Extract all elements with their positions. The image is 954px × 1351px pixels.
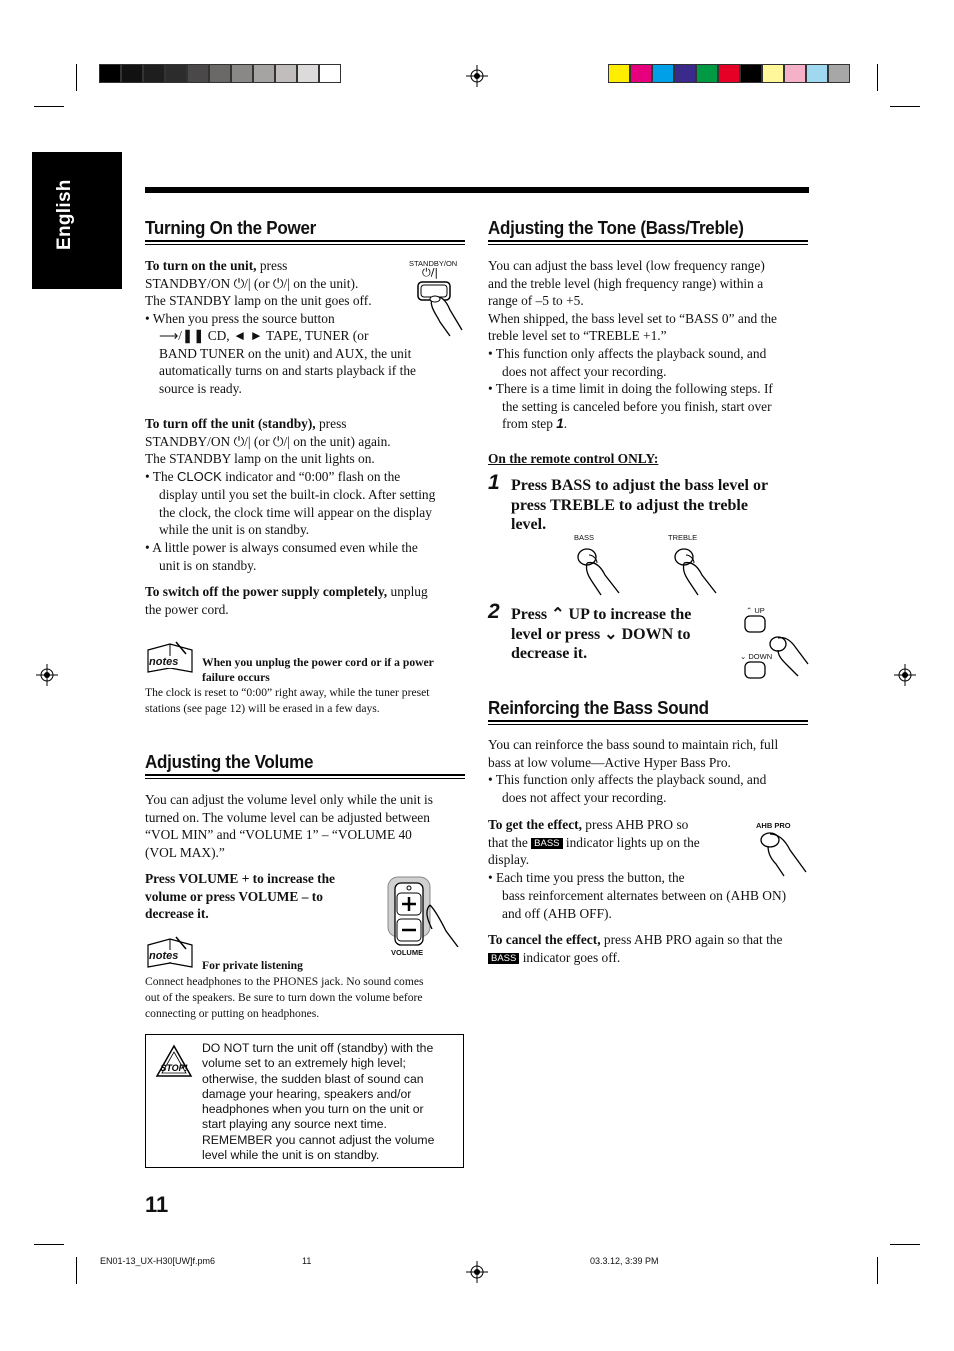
standby-label: STANDBY/ON (409, 259, 458, 268)
note-power-body (145, 685, 467, 717)
text: level or press ⌄ DOWN to (511, 625, 691, 643)
text: press AHB PRO again so that the (600, 932, 783, 947)
text: STANDBY/ON ⏻/| (or ⏻/| on the unit) again. (145, 433, 391, 449)
color-swatch (652, 64, 674, 83)
text: press TREBLE to adjust the treble (511, 496, 748, 514)
text: • Each time you press the button, the (488, 869, 685, 885)
gray-swatch (121, 64, 143, 83)
power-on-lead: To turn on the unit, (145, 258, 257, 273)
text: source is ready. (159, 380, 242, 396)
note-power-title (202, 655, 467, 685)
text: “VOL MIN” and “VOLUME 1” – “VOLUME 40 (145, 827, 412, 843)
footer-page: 11 (302, 1256, 312, 1266)
power-off-bullets (159, 486, 465, 539)
text: out of the speakers. Be sure to turn down the volume before (145, 991, 423, 1004)
text: volume set to an extremely high level; (202, 1056, 406, 1071)
text: The clock is reset to “0:00” right away, while the tuner preset (145, 686, 430, 699)
text: BAND TUNER on the unit) and AUX, the unit (159, 345, 412, 361)
svg-text:⏻/|: ⏻/| (422, 266, 439, 279)
text: You can adjust the bass level (low frequency range) (488, 258, 765, 273)
ahb-pro-button-press-icon (758, 830, 810, 878)
note-volume-body (145, 974, 467, 1022)
text: does not affect your recording. (502, 789, 667, 805)
color-swatch (762, 64, 784, 83)
text: UP (754, 606, 765, 615)
text: headphones when you turn on the unit or (202, 1102, 424, 1117)
text: unplug (387, 584, 428, 599)
text: . (563, 416, 568, 432)
crop-mark (76, 1257, 77, 1284)
step-number: 1 (488, 471, 500, 494)
top-rule (145, 187, 809, 193)
bass-label: BASS (574, 533, 595, 542)
text: REMEMBER you cannot adjust the volume (202, 1132, 435, 1147)
remote-only-label: On the remote control ONLY: (488, 451, 659, 466)
crop-mark (34, 1244, 64, 1245)
stop-warning-icon (154, 1043, 194, 1079)
power-off-lead: To turn off the unit (standby), (145, 416, 316, 431)
text: the power cord. (145, 601, 229, 617)
text: level while the unit is on standby. (202, 1148, 380, 1163)
text: Press BASS to adjust the bass level or (511, 477, 769, 494)
text: bass at low volume—Active Hyper Bass Pro. (488, 754, 731, 770)
section-title-volume: Adjusting the Volume (145, 751, 314, 772)
notes-label: notes (149, 656, 179, 668)
text: indicator goes off. (519, 949, 621, 965)
color-swatch (696, 64, 718, 83)
text: connecting or putting on headphones. (145, 1007, 320, 1020)
power-on-bullet (159, 327, 459, 397)
text: display until you set the built-in clock. After setting (159, 487, 436, 502)
gray-swatch (275, 64, 297, 83)
up-label: ⌃ UP (746, 606, 765, 615)
text: and off (AHB OFF). (502, 905, 612, 921)
registration-mark-icon (466, 1261, 488, 1283)
section-rule (488, 720, 808, 725)
text: range of –5 to +5. (488, 293, 584, 309)
gray-swatch (319, 64, 341, 83)
gray-swatch (187, 64, 209, 83)
text: When shipped, the bass level set to “BASS 0” and the (488, 310, 777, 326)
crop-mark (76, 64, 77, 91)
tone-paragraph (488, 257, 810, 433)
crop-mark (877, 1257, 878, 1284)
warning-text (202, 1041, 458, 1163)
text: decrease it. (145, 906, 209, 922)
text: ⟶/❚❚ CD, ◄ ► TAPE, TUNER (or (159, 328, 369, 343)
text: The STANDBY lamp on the unit goes off. (145, 293, 372, 309)
up-down-button-press-icon (742, 614, 810, 682)
gray-swatch (143, 64, 165, 83)
color-swatch (674, 64, 696, 83)
text: display. (488, 852, 530, 868)
get-effect-lead: To get the effect, (488, 817, 582, 832)
text: turned on. The volume level can be adjusted between (145, 809, 430, 825)
power-off-paragraph (145, 415, 465, 485)
text: indicator and “0:00” flash on the (221, 468, 401, 484)
warning-box (145, 1034, 464, 1168)
gray-swatch (253, 64, 275, 83)
power-supply-paragraph (145, 583, 465, 618)
gray-swatch (297, 64, 319, 83)
text: the setting is canceled before you finish, start over (502, 398, 772, 414)
text: Press ⌃ UP to increase the (511, 606, 692, 623)
text: automatically turns on and starts playback if the (159, 363, 416, 379)
grayscale-calibration-bar (99, 64, 341, 83)
crop-mark (890, 1244, 920, 1245)
notes-label: notes (149, 950, 179, 962)
text: press (256, 258, 288, 273)
language-tab (32, 152, 122, 289)
text: • A little power is always consumed even while the (145, 540, 418, 555)
text: indicator lights up on the (562, 834, 700, 850)
gray-swatch (209, 64, 231, 83)
text: When you unplug the power cord or if a power (202, 656, 434, 669)
step-ref: 1 (556, 416, 564, 432)
power-on-paragraph (145, 257, 415, 327)
crop-mark (890, 106, 920, 107)
text: • This function only affects the playback sound, and (488, 772, 767, 788)
treble-button-press-icon (672, 545, 722, 597)
section-rule (145, 240, 465, 245)
standby-consumption-bullet (145, 539, 465, 574)
color-swatch (630, 64, 652, 83)
section-title-tone: Adjusting the Tone (Bass/Treble) (488, 217, 744, 238)
bass-sound-paragraph (488, 736, 810, 806)
down-label: ⌄ DOWN (740, 652, 773, 661)
bass-button-press-icon (575, 545, 625, 597)
volume-control-icon (386, 875, 468, 947)
text: You can adjust the volume level only while the unit is (145, 792, 433, 807)
text: Connect headphones to the PHONES jack. No sound comes (145, 975, 424, 988)
footer-date: 03.3.12, 3:39 PM (590, 1256, 659, 1266)
text: while the unit is on standby. (159, 522, 310, 538)
text: You can reinforce the bass sound to maintain rich, full (488, 737, 779, 752)
text: from step (502, 416, 557, 432)
section-rule (145, 774, 465, 779)
text: damage your hearing, speakers and/or (202, 1086, 412, 1101)
text: decrease it. (511, 645, 588, 662)
page-number: 11 (145, 1192, 169, 1217)
gray-swatch (165, 64, 187, 83)
text: stations (see page 12) will be erased in a few days. (145, 702, 380, 715)
text: • This function only affects the playback sound, and (488, 345, 767, 361)
section-title-power: Turning On the Power (145, 217, 316, 238)
text: level. (511, 516, 547, 533)
text: DOWN (748, 652, 773, 661)
color-swatch (608, 64, 630, 83)
text: • There is a time limit in doing the following steps. If (488, 381, 773, 397)
text: DO NOT turn the unit off (standby) with the (202, 1041, 434, 1055)
text: otherwise, the sudden blast of sound can (202, 1071, 424, 1086)
text: • The (145, 468, 177, 484)
text: the clock, the clock time will appear on the display (159, 504, 432, 520)
text: treble level set to “TREBLE +1.” (488, 328, 667, 344)
registration-mark-icon (36, 664, 58, 686)
power-supply-lead: To switch off the power supply completely, (145, 584, 388, 599)
ahb-bullet (502, 887, 812, 922)
treble-label: TREBLE (668, 533, 698, 542)
text: (VOL MAX).” (145, 844, 225, 860)
text: and the treble level (high frequency range) within a (488, 275, 764, 291)
color-swatch (828, 64, 850, 83)
clock-indicator: CLOCK (176, 468, 222, 484)
volume-label: VOLUME (391, 948, 424, 957)
language-tab-label: English (54, 179, 75, 250)
get-effect-paragraph (488, 816, 738, 886)
text: The STANDBY lamp on the unit lights on. (145, 451, 375, 467)
section-rule (488, 240, 808, 245)
stop-label: STOP! (160, 1063, 188, 1073)
step-number: 2 (488, 600, 500, 623)
text: Press VOLUME + to increase the (145, 871, 335, 886)
color-swatch (784, 64, 806, 83)
text: • When you press the source button (145, 310, 335, 326)
text: press AHB PRO so (581, 817, 689, 832)
step-1-text (511, 476, 811, 535)
cancel-effect-lead: To cancel the effect, (488, 932, 601, 947)
text: that the (488, 834, 532, 850)
note-volume-title: For private listening (202, 959, 303, 972)
registration-mark-icon (894, 664, 916, 686)
gray-swatch (231, 64, 253, 83)
text: STANDBY/ON ⏻/| (or ⏻/| on the unit). (145, 275, 359, 291)
step-2-text (511, 605, 741, 664)
gray-swatch (99, 64, 121, 83)
text: volume or press VOLUME – to (145, 888, 323, 904)
text: unit is on standby. (159, 557, 257, 573)
color-calibration-bar (608, 64, 850, 83)
footer-filename: EN01-13_UX-H30[UW]f.pm6 (100, 1256, 216, 1266)
crop-mark (34, 106, 64, 107)
cancel-effect-paragraph (488, 931, 810, 966)
volume-instruction (145, 870, 385, 923)
registration-mark-icon (466, 65, 488, 87)
color-swatch (806, 64, 828, 83)
text: failure occurs (202, 671, 270, 684)
color-swatch (718, 64, 740, 83)
text: start playing any source next time. (202, 1117, 387, 1132)
crop-mark (877, 64, 878, 91)
section-title-bass-sound: Reinforcing the Bass Sound (488, 697, 709, 718)
color-swatch (740, 64, 762, 83)
ahb-pro-label: AHB PRO (756, 821, 791, 830)
bass-indicator-badge: BASS (488, 953, 519, 964)
bass-indicator-badge: BASS (531, 838, 562, 849)
text: press (315, 416, 347, 431)
text: does not affect your recording. (502, 363, 667, 379)
volume-paragraph (145, 791, 465, 861)
text: bass reinforcement alternates between on (AHB ON) (502, 888, 787, 903)
